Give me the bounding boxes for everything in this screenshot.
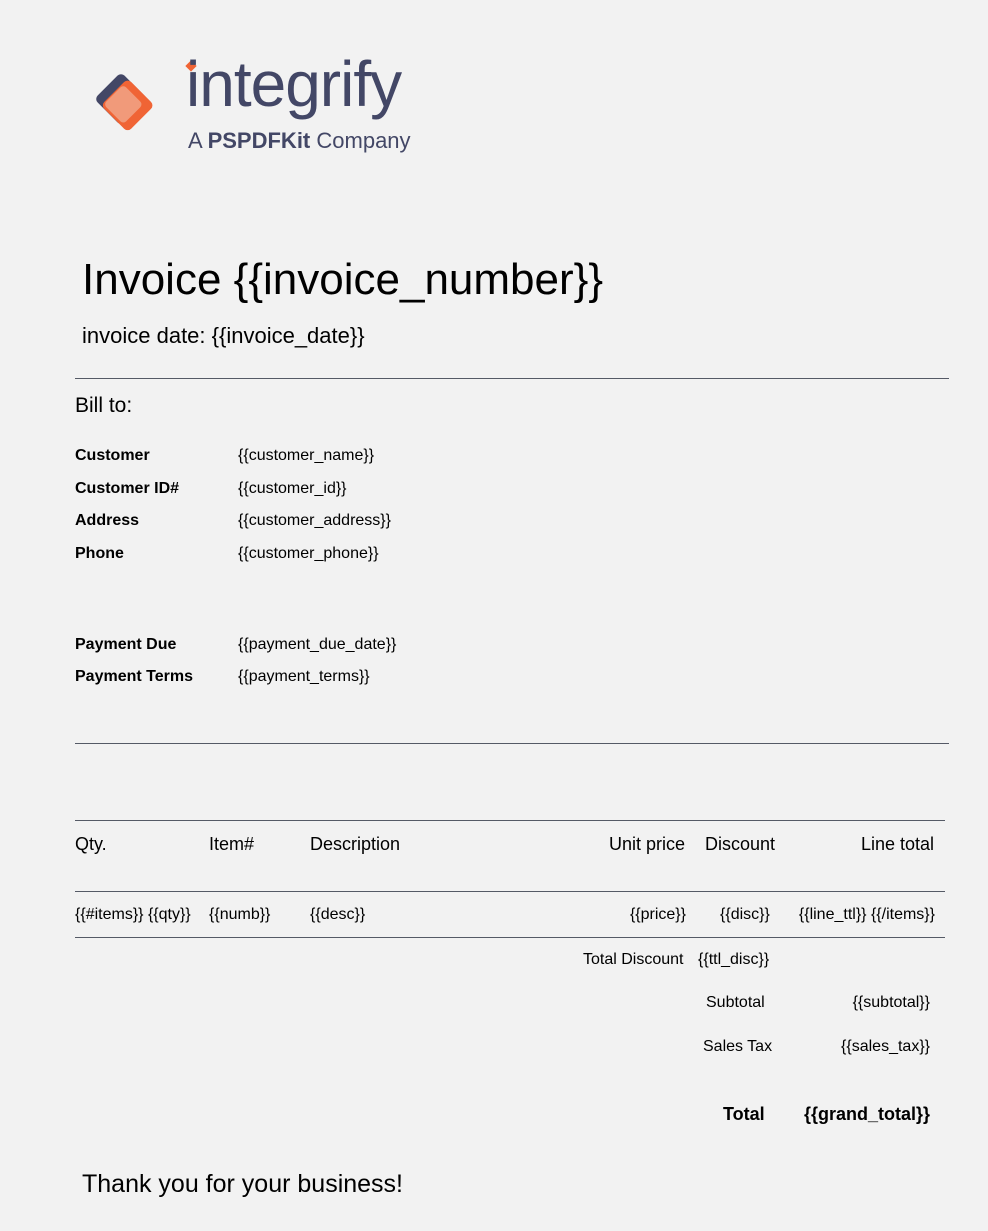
total-discount-label: Total Discount (583, 951, 684, 968)
cell-unit-price: {{price}} (629, 906, 686, 923)
phone-value: {{customer_phone}} (238, 545, 379, 562)
grand-total-label: Total (723, 1104, 765, 1124)
logo-tagline-prefix: A (188, 128, 208, 153)
divider (75, 743, 949, 744)
address-value: {{customer_address}} (238, 512, 391, 529)
subtotal-value: {{subtotal}} (852, 994, 930, 1011)
divider (75, 378, 949, 379)
sales-tax-label: Sales Tax (703, 1038, 773, 1055)
col-header-qty: Qty. (75, 834, 107, 854)
col-header-description: Description (310, 834, 401, 854)
table-header-rule (75, 891, 945, 892)
customer-label: Customer (75, 447, 150, 464)
cell-qty: {{#items}} {{qty}} (75, 906, 191, 923)
payment-due-value: {{payment_due_date}} (238, 636, 397, 653)
cell-line-total: {{line_ttl}} {{/items}} (798, 906, 935, 923)
subtotal-label: Subtotal (706, 994, 765, 1011)
invoice-title: Invoice {{invoice_number}} (82, 255, 604, 304)
cell-item: {{numb}} (209, 906, 271, 923)
thank-you-message: Thank you for your business! (82, 1170, 403, 1198)
logo-tagline-brand: PSPDFKit (207, 128, 311, 153)
cell-discount: {{disc}} (720, 906, 770, 923)
customer-value: {{customer_name}} (238, 447, 375, 464)
total-discount-value: {{ttl_disc}} (698, 951, 770, 968)
invoice-date: invoice date: {{invoice_date}} (82, 323, 365, 348)
logo-mark-icon (90, 58, 190, 158)
payment-terms-value: {{payment_terms}} (238, 668, 370, 685)
payment-due-label: Payment Due (75, 636, 177, 653)
table-row-rule (75, 937, 945, 938)
address-label: Address (75, 512, 140, 529)
col-header-line-total: Line total (860, 834, 934, 854)
col-header-discount: Discount (705, 834, 776, 854)
logo-wordmark: integrify (186, 48, 402, 120)
grand-total-value: {{grand_total}} (803, 1104, 930, 1124)
table-top-rule (75, 820, 945, 821)
customer-id-value: {{customer_id}} (238, 480, 347, 497)
sales-tax-value: {{sales_tax}} (841, 1038, 930, 1055)
col-header-item: Item# (209, 834, 255, 854)
cell-description: {{desc}} (310, 906, 366, 923)
phone-label: Phone (75, 545, 124, 562)
bill-to-heading: Bill to: (75, 394, 133, 417)
logo-tagline-suffix: Company (310, 128, 411, 153)
col-header-unit-price: Unit price (608, 834, 685, 854)
payment-terms-label: Payment Terms (75, 668, 193, 685)
customer-id-label: Customer ID# (75, 480, 180, 497)
logo-tagline (188, 130, 411, 152)
